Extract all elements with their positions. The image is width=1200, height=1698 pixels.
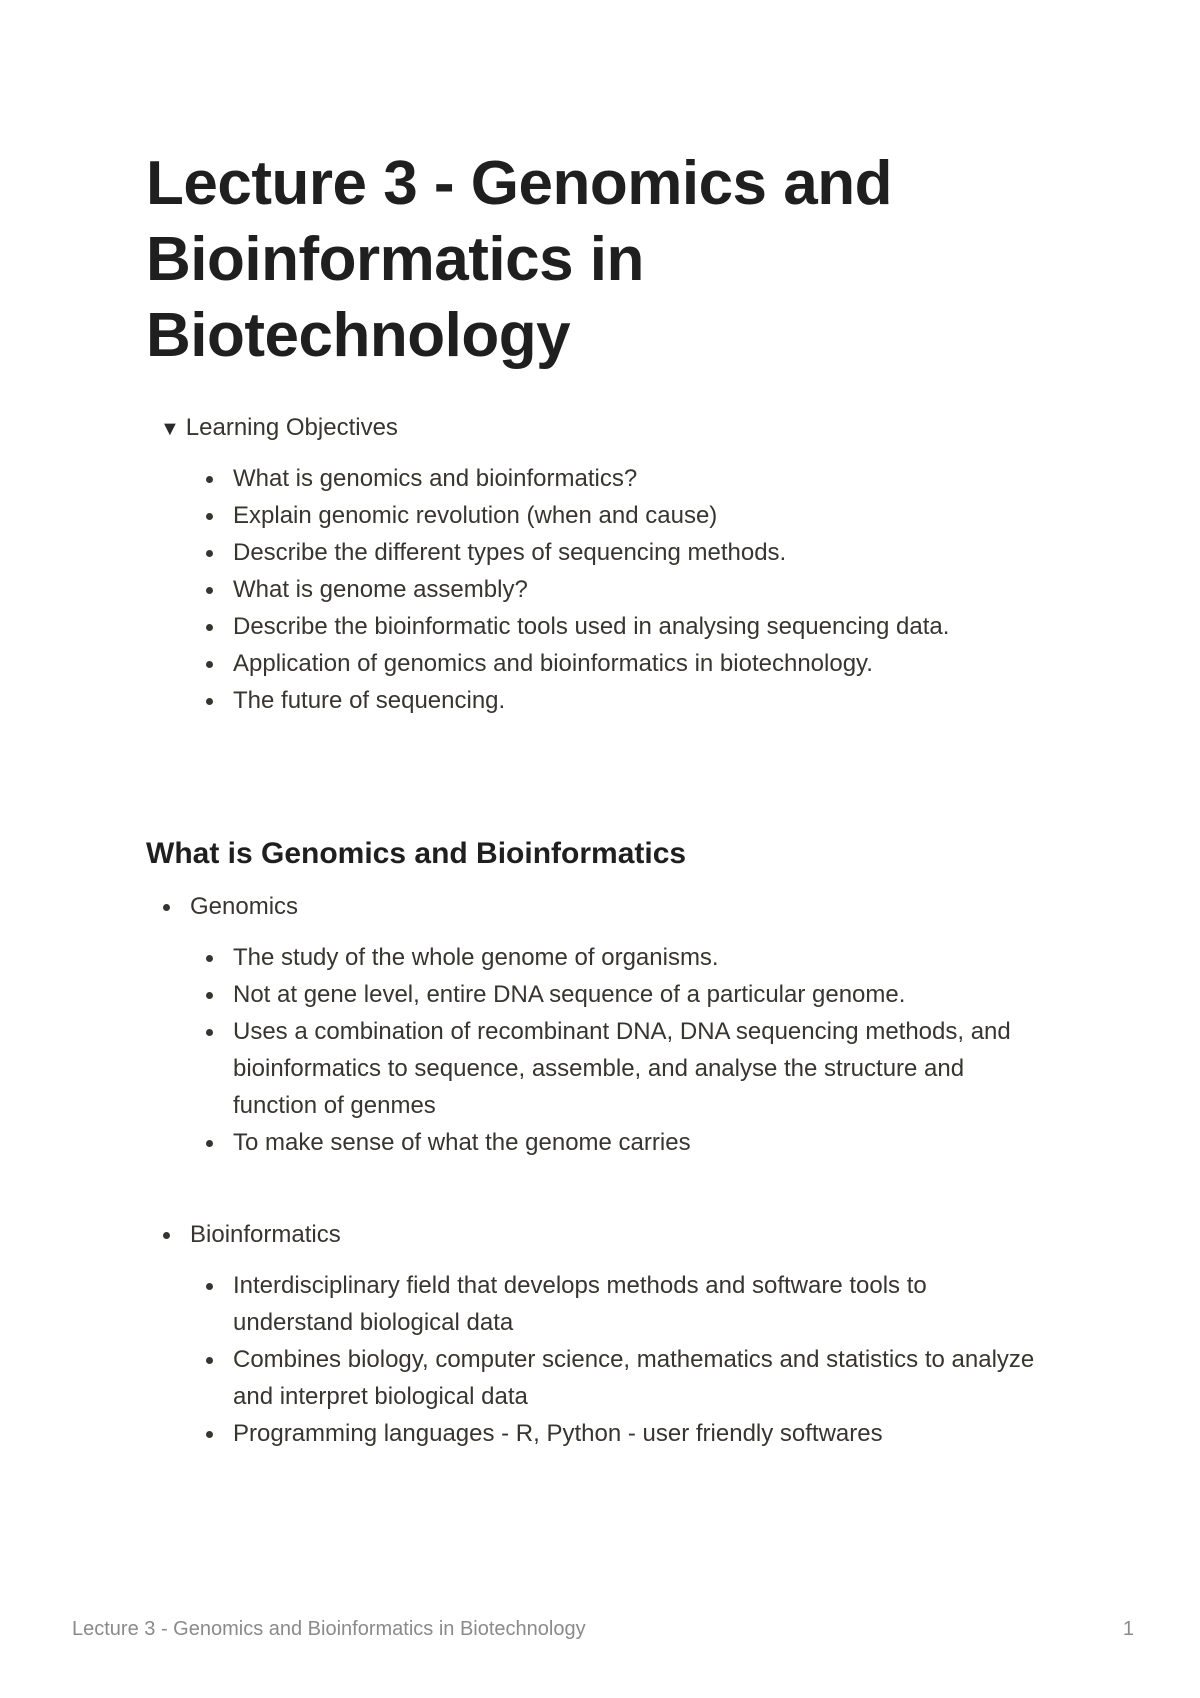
list-item: Not at gene level, entire DNA sequence of a particular genome. — [233, 976, 1053, 1013]
bioinformatics-sublist — [233, 1267, 1053, 1452]
bullet-icon — [206, 992, 213, 999]
page-title: Lecture 3 - Genomics and Bioinformatics in Biotechnology — [146, 149, 892, 370]
genomics-item: Genomics — [190, 888, 298, 925]
list-item: To make sense of what the genome carries — [233, 1124, 1053, 1161]
bullet-icon — [163, 904, 170, 911]
bullet-icon — [206, 955, 213, 962]
bullet-icon — [206, 698, 213, 705]
bullet-icon — [206, 513, 213, 520]
list-item: The study of the whole genome of organisms. — [233, 939, 1053, 976]
bullet-icon — [206, 1283, 213, 1290]
bioinformatics-item: Bioinformatics — [190, 1216, 341, 1253]
bullet-icon — [206, 1431, 213, 1438]
list-item: What is genome assembly? — [233, 571, 1093, 608]
list-item: Combines biology, computer science, mathematics and statistics to analyze and interpret biological data — [233, 1341, 1053, 1415]
footer-title: Lecture 3 - Genomics and Bioinformatics in Biotechnology — [72, 1618, 586, 1640]
genomics-sublist — [233, 939, 1053, 1161]
list-item: Uses a combination of recombinant DNA, DNA sequencing methods, and bioinformatics to sequence, assemble, and analyse the structure and function of genmes — [233, 1013, 1053, 1124]
bullet-icon — [206, 624, 213, 631]
bullet-icon — [206, 1029, 213, 1036]
objectives-list — [233, 460, 1093, 719]
list-item: Application of genomics and bioinformatics in biotechnology. — [233, 645, 1093, 682]
list-item: Explain genomic revolution (when and cause) — [233, 497, 1093, 534]
learning-objectives-toggle[interactable] — [160, 412, 398, 445]
triangle-down-icon[interactable]: ▼ — [160, 418, 180, 440]
bullet-icon — [163, 1232, 170, 1239]
toggle-label: Learning Objectives — [185, 414, 398, 441]
list-item: Describe the different types of sequencing methods. — [233, 534, 1093, 571]
bullet-icon — [206, 1357, 213, 1364]
list-item: What is genomics and bioinformatics? — [233, 460, 1093, 497]
bullet-icon — [206, 587, 213, 594]
bullet-icon — [206, 476, 213, 483]
page-number: 1 — [1122, 1618, 1134, 1640]
bullet-icon — [206, 661, 213, 668]
list-item: Describe the bioinformatic tools used in analysing sequencing data. — [233, 608, 1093, 645]
list-item: Interdisciplinary field that develops methods and software tools to understand biological data — [233, 1267, 1053, 1341]
bullet-icon — [206, 1140, 213, 1147]
list-item: Programming languages - R, Python - user friendly softwares — [233, 1415, 1053, 1452]
section-heading: What is Genomics and Bioinformatics — [146, 837, 687, 870]
bullet-icon — [206, 550, 213, 557]
list-item: The future of sequencing. — [233, 682, 1093, 719]
